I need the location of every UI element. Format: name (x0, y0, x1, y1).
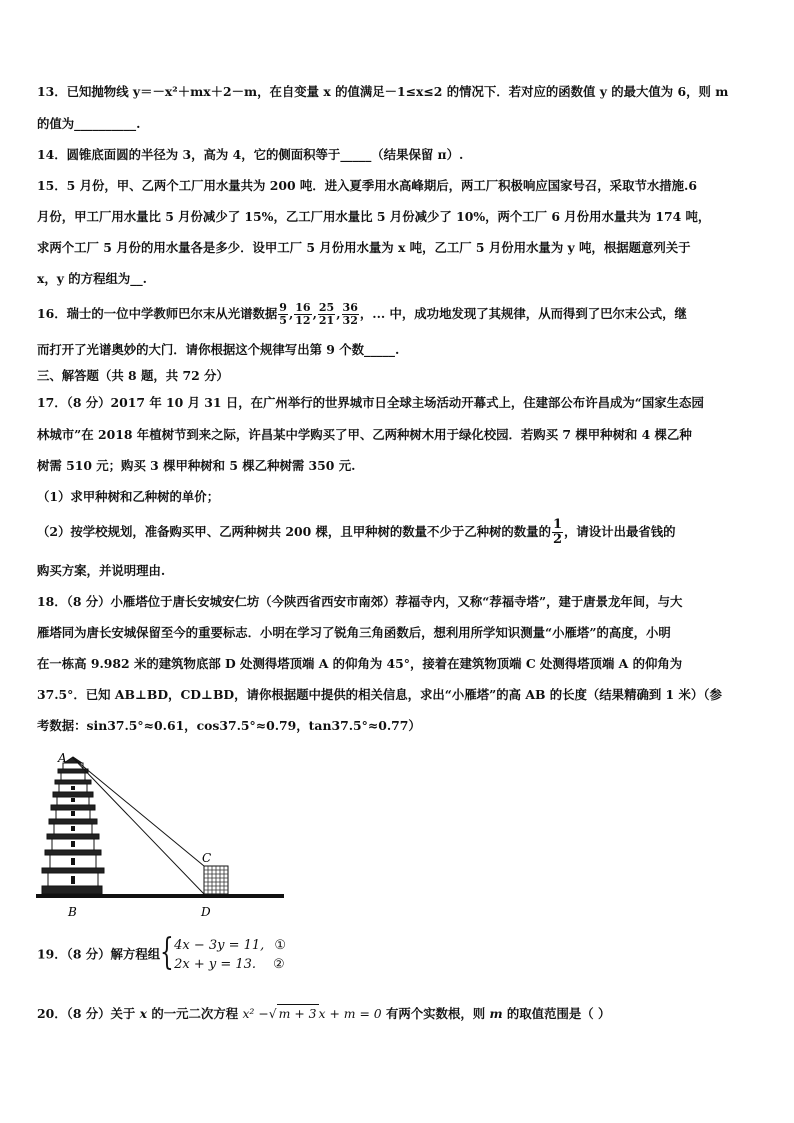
q19-equation-system (160, 931, 300, 974)
q20-sqrt: m + 3 (278, 1006, 317, 1021)
q15-line1: 15．5 月份，甲、乙两个工厂用水量共为 200 吨．进入夏季用水高峰期后，两工厂积极响应国家号召，采取节水措施.6 (37, 178, 697, 193)
q16-fraction-2: $\frac{16}{12}$ (295, 301, 311, 327)
q18-line5: 考数据：sin37.5°≈0.61，cos37.5°≈0.79，tan37.5°≈0.77） (37, 718, 421, 733)
label-c: C (202, 851, 212, 865)
q18-line2: 雁塔同为唐长安城保留至今的重要标志．小明在学习了锐角三角函数后，想利用所学知识测量“小雁塔”的高度，小明 (37, 625, 671, 640)
q17-part2-line1 (37, 518, 676, 547)
label-d: D (201, 905, 211, 919)
q17-line2: 林城市”在 2018 年植树节到来之际，许昌某中学购买了甲、乙两种树木用于绿化校园．若购买 7 棵甲种树和 4 棵乙种 (37, 427, 692, 442)
q19-eq2: 2x + y = 13. ② (174, 956, 285, 972)
q20-line: 20．（8 分）关于 x 的一元二次方程 x² −√ m + 3 x + m = 0 有两个实数根，则 m 的取值范围是（ ） (37, 1006, 611, 1021)
building-cd (204, 866, 228, 894)
q15-line4: x，y 的方程组为__. (37, 271, 147, 286)
label-b: B (68, 905, 77, 919)
q17-part2-post: ，请设计出最省钱的 (564, 524, 676, 539)
q15-line3: 求两个工厂 5 月份的用水量各是多少．设甲工厂 5 月份用水量为 x 吨，乙工厂 5 月份用水量为 y 吨，根据题意列关于 (37, 240, 691, 255)
q15-line2: 月份，甲工厂用水量比 5 月份减少了 15%，乙工厂用水量比 5 月份减少了 10%，两个工厂 6 月份用水量共为 174 吨， (37, 209, 711, 224)
q19-pre: 19．（8 分）解方程组 (37, 946, 161, 962)
pagoda-drawing (42, 757, 104, 894)
q18-line3: 在一栋高 9.982 米的建筑物底部 D 处测得塔顶端 A 的仰角为 45°，接着在建筑物顶端 C 处测得塔顶端 A 的仰角为 (37, 656, 683, 671)
q18-line4: 37.5°．已知 AB⊥BD，CD⊥BD，请你根据题中提供的相关信息，求出“小雁塔”的高 AB 的长度（结果精确到 1 米）（参 (37, 687, 722, 702)
q20-eq-b: x + m = 0 (318, 1006, 382, 1021)
q17-line3: 树需 510 元；购买 3 棵甲种树和 5 棵乙种树需 350 元. (37, 458, 356, 473)
q17-part2-pre: （2）按学校规划，准备购买甲、乙两种树共 200 棵，且甲种树的数量不少于乙种树的数量的 (37, 524, 551, 539)
brace-symbol: { (160, 931, 174, 973)
q14-line1: 14．圆锥底面圆的半径为 3，高为 4，它的侧面积等于_____（结果保留 π）. (37, 147, 464, 162)
q17-line1: 17．（8 分）2017 年 10 月 31 日，在广州举行的世界城市日全球主场活动开幕式上，住建部公布许昌成为“国家生态园 (37, 395, 704, 410)
q17-part1: （1）求甲种树和乙种树的单价； (37, 489, 220, 504)
q16-fraction-4: $\frac{36}{32}$ (342, 301, 358, 327)
q20-end: 的取值范围是（ ） (506, 1006, 611, 1021)
q16-fraction-1: $\frac{9}{5}$ (279, 301, 287, 327)
pagoda-figure (30, 752, 295, 924)
q16-line2: 而打开了光谱奥妙的大门．请你根据这个规律写出第 9 个数_____. (37, 342, 400, 357)
q16-line1: 16．瑞士的一位中学教师巴尔末从光谱数据 $\frac{9}{5}$ , $\frac{16}{12}$ , $\frac{25}{21}$ , $\frac{36}{32}$ ，... 中，成功地发现了其规律，从而得到了巴尔末公式，继 (37, 301, 687, 327)
q17-part2-line2: 购买方案，并说明理由. (37, 563, 166, 578)
q20-eq-a: x² − (242, 1006, 269, 1021)
q13-line2: 的值为__________. (37, 116, 141, 131)
q20-post: 有两个实数根，则 (386, 1006, 486, 1021)
q19-eq1: 4x − 3y = 11, ① (174, 937, 286, 953)
label-a: A (58, 752, 67, 765)
q20-var-m: m (489, 1006, 503, 1021)
q16-post: ，... 中，成功地发现了其规律，从而得到了巴尔末公式，继 (359, 306, 687, 321)
q20-mid: 的一元二次方程 (151, 1006, 239, 1021)
q19-line (37, 931, 300, 974)
section-heading: 三、解答题（共 8 题，共 72 分） (37, 368, 229, 383)
q16-fraction-3: $\frac{25}{21}$ (318, 301, 335, 327)
q20-var-x: x (139, 1006, 148, 1021)
ground-line (36, 894, 284, 898)
q17-fraction: $\frac{1}{2}$ (552, 517, 563, 547)
q13-line1: 13．已知抛物线 y＝－x²＋mx＋2－m，在自变量 x 的值满足－1≤x≤2 的情况下．若对应的函数值 y 的最大值为 6，则 m (37, 84, 729, 99)
q16-pre: 16．瑞士的一位中学教师巴尔末从光谱数据 (37, 306, 278, 321)
q20-pre: 20．（8 分）关于 (37, 1006, 136, 1021)
q18-line1: 18．（8 分）小雁塔位于唐长安城安仁坊（今陕西省西安市南郊）荐福寺内，又称“荐福寺塔”，建于唐景龙年间，与大 (37, 594, 683, 609)
